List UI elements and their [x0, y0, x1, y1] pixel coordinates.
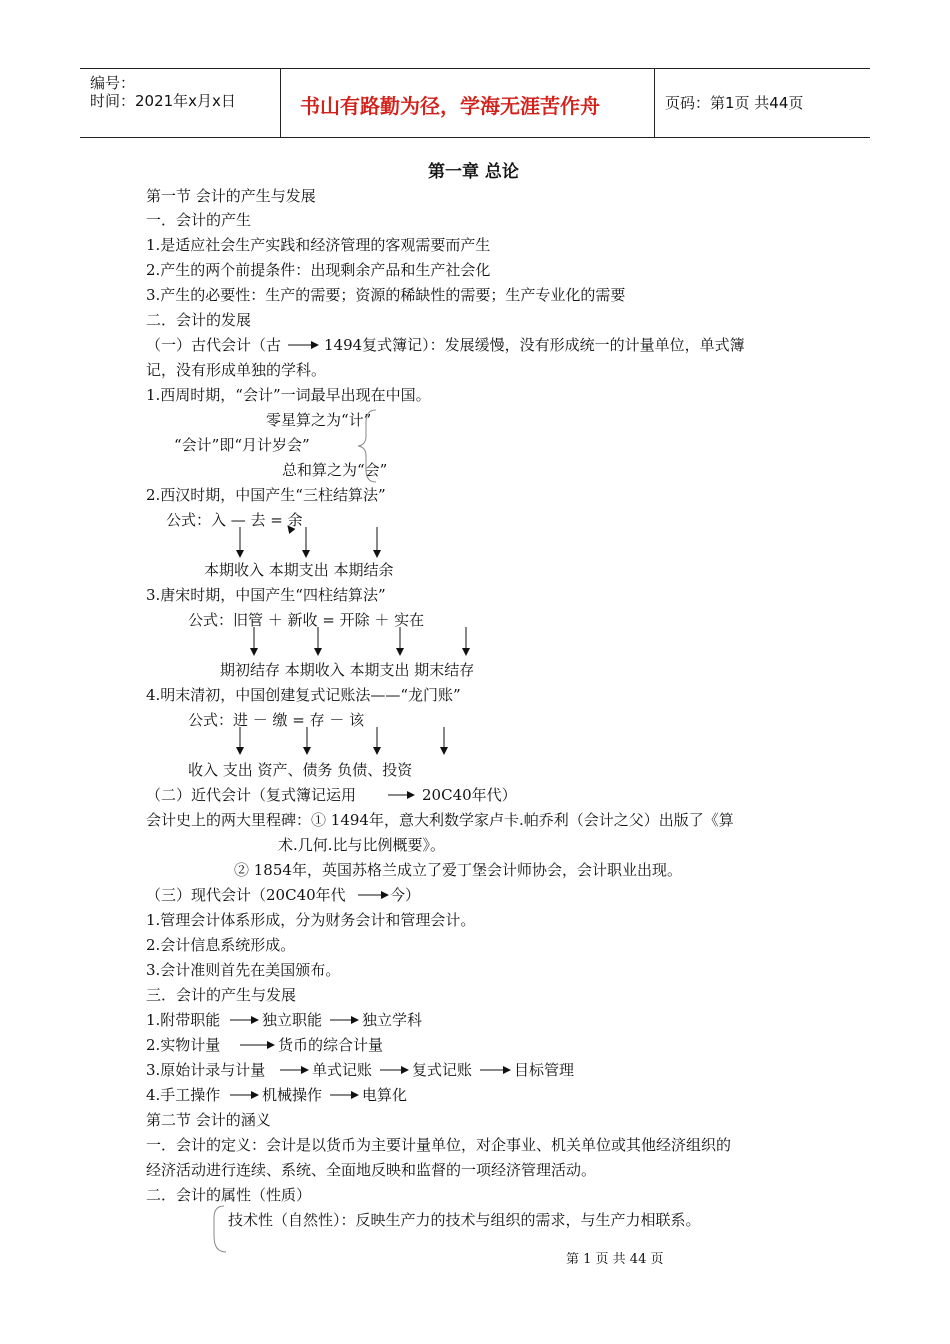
- body-line: 术.几何.比与比例概要》。: [278, 836, 446, 854]
- flow-item: 1.附带职能: [146, 1011, 221, 1029]
- formula-labels: 本期收入 本期支出 本期结余: [204, 561, 394, 579]
- body-line: （二）近代会计（复式簿记运用: [146, 786, 357, 804]
- flow-item: 3.原始计录与计量: [146, 1061, 266, 1079]
- subsection-heading: 二．会计的发展: [146, 311, 252, 329]
- body-line: 一．会计的定义：会计是以货币为主要计量单位，对企事业、机关单位或其他经济组织的: [146, 1136, 732, 1154]
- body-line: 会计史上的两大里程碑：① 1494年，意大利数学家卢卡.帕乔利（会计之父）出版了《算: [146, 811, 734, 829]
- body-line: 1.管理会计体系形成，分为财务会计和管理会计。: [146, 911, 476, 929]
- brace-item: 总和算之为“会”: [282, 461, 388, 479]
- body-line: 技术性（自然性）：反映生产力的技术与组织的需求，与生产力相联系。: [228, 1211, 701, 1229]
- flow-item: 目标管理: [514, 1061, 575, 1079]
- flow-item: 4.手工操作: [146, 1086, 221, 1104]
- flow-item: 独立职能: [262, 1011, 323, 1029]
- body-line: 3.会计准则首先在美国颁布。: [146, 961, 341, 979]
- body-line: 1.西周时期，“会计”一词最早出现在中国。: [146, 386, 431, 404]
- arrow-icon: [288, 526, 292, 531]
- flow-item: 2.实物计量: [146, 1036, 221, 1054]
- body-line: 今）: [390, 886, 421, 904]
- subsection-heading: 二．会计的属性（性质）: [146, 1186, 312, 1204]
- flow-item: 单式记账: [312, 1061, 373, 1079]
- body-line: 1.是适应社会生产实践和经济管理的客观需要而产生: [146, 236, 491, 254]
- body-line: ② 1854年，英国苏格兰成立了爱丁堡会计师协会，会计职业出现。: [234, 861, 682, 879]
- header-motto: 书山有路勤为径，学海无涯苦作舟: [300, 94, 600, 118]
- brace-icon: [214, 1206, 226, 1252]
- body-line: 2.会计信息系统形成。: [146, 936, 296, 954]
- body-line: 3.唐宋时期，中国产生“四柱结算法”: [146, 586, 386, 604]
- formula-line: 公式：进 － 缴 = 存 － 该: [188, 711, 365, 729]
- formula-line: 公式：入 — 去 = 余: [166, 511, 303, 529]
- section-heading: 第一节 会计的产生与发展: [146, 187, 316, 205]
- body-line: （三）现代会计（20C40年代: [146, 886, 346, 904]
- flow-item: 复式记账: [412, 1061, 473, 1079]
- body-line: 4.明末清初，中国创建复式记账法——“龙门账”: [146, 686, 461, 704]
- body-line: 1494复式簿记）：发展缓慢，没有形成统一的计量单位，单式簿: [324, 336, 745, 354]
- brace-label: “会计”即“月计岁会”: [174, 436, 310, 454]
- header-page-label: 页码：第1页 共44页: [665, 94, 804, 112]
- flow-item: 机械操作: [262, 1086, 323, 1104]
- flow-item: 独立学科: [362, 1011, 423, 1029]
- formula-labels: 期初结存 本期收入 本期支出 期末结存: [220, 661, 475, 679]
- formula-line: 公式：旧管 ＋ 新收 = 开除 ＋ 实在: [188, 611, 425, 629]
- document-date-label: 时间：2021年x月x日: [90, 92, 236, 110]
- flow-item: 货币的综合计量: [278, 1036, 384, 1054]
- document-number-label: 编号：: [90, 74, 136, 92]
- body-line: 20C40年代）: [422, 786, 517, 804]
- body-line: 记，没有形成单独的学科。: [146, 361, 327, 379]
- body-line: 经济活动进行连续、系统、全面地反映和监督的一项经济管理活动。: [146, 1161, 597, 1179]
- body-line: （一）古代会计（古: [146, 336, 282, 354]
- formula-labels: 收入 支出 资产、债务 负债、投资: [188, 761, 413, 779]
- brace-item: 零星算之为“计”: [266, 411, 372, 429]
- body-line: 3.产生的必要性：生产的需要；资源的稀缺性的需要；生产专业化的需要: [146, 286, 626, 304]
- flow-item: 电算化: [362, 1086, 408, 1104]
- subsection-heading: 三．会计的产生与发展: [146, 986, 297, 1004]
- body-line: 2.产生的两个前提条件：出现剩余产品和生产社会化: [146, 261, 491, 279]
- section-heading: 第二节 会计的涵义: [146, 1111, 271, 1129]
- subsection-heading: 一．会计的产生: [146, 211, 252, 229]
- page-footer: 第 1 页 共 44 页: [566, 1252, 664, 1267]
- body-line: 2.西汉时期，中国产生“三柱结算法”: [146, 486, 386, 504]
- brace-icon: [358, 410, 376, 482]
- chapter-title: 第一章 总论: [428, 162, 519, 182]
